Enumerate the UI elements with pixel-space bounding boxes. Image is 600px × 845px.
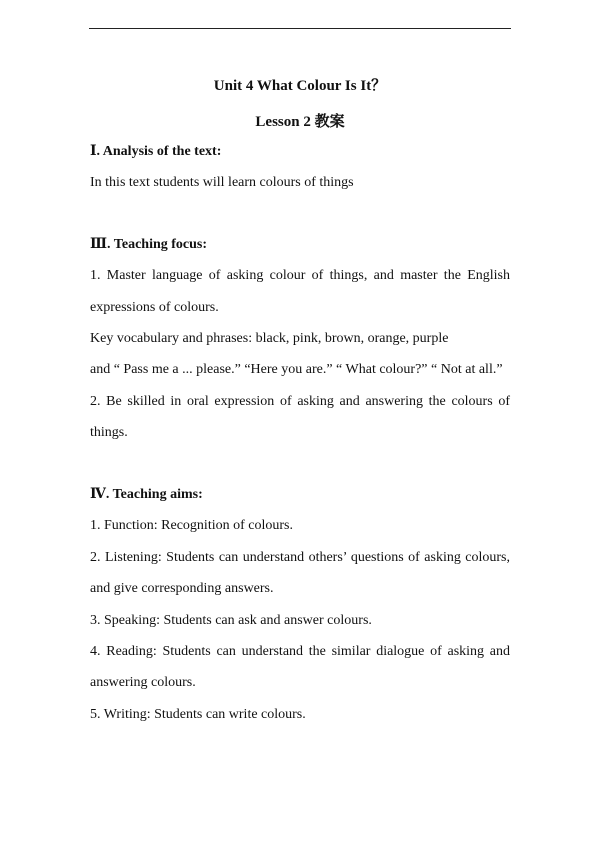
aim-function: 1. Function: Recognition of colours. — [90, 518, 293, 533]
focus-line-6: things. — [90, 425, 128, 440]
section-heading-focus: Ⅲ. Teaching focus: — [90, 237, 208, 252]
document-title: Unit 4 What Colour Is It？ — [213, 78, 387, 94]
section-heading-analysis: Ⅰ. Analysis of the text: — [90, 144, 222, 159]
document-subtitle: Lesson 2 教案 — [255, 114, 345, 130]
analysis-text: In this text students will learn colours of things — [90, 175, 354, 190]
aim-listening-cont: and give corresponding answers. — [90, 581, 274, 596]
aim-reading-cont: answering colours. — [90, 675, 196, 690]
aim-listening: 2. Listening: Students can understand others’ questions of asking colours, — [90, 550, 510, 565]
focus-line-1: 1. Master language of asking colour of things, and master the English — [90, 268, 510, 283]
aim-speaking: 3. Speaking: Students can ask and answer colours. — [90, 613, 372, 628]
aim-writing: 5. Writing: Students can write colours. — [90, 707, 306, 722]
focus-line-5: 2. Be skilled in oral expression of asking and answering the colours of — [90, 394, 510, 409]
section-heading-aims: Ⅳ. Teaching aims: — [90, 487, 203, 502]
header-rule — [89, 28, 511, 29]
focus-key-vocabulary: Key vocabulary and phrases: black, pink, brown, orange, purple — [90, 331, 449, 346]
aim-reading: 4. Reading: Students can understand the similar dialogue of asking and — [90, 644, 510, 659]
focus-phrases: and “ Pass me a ... please.” “Here you are.” “ What colour?” “ Not at all.” — [90, 362, 503, 377]
focus-line-2: expressions of colours. — [90, 300, 219, 315]
